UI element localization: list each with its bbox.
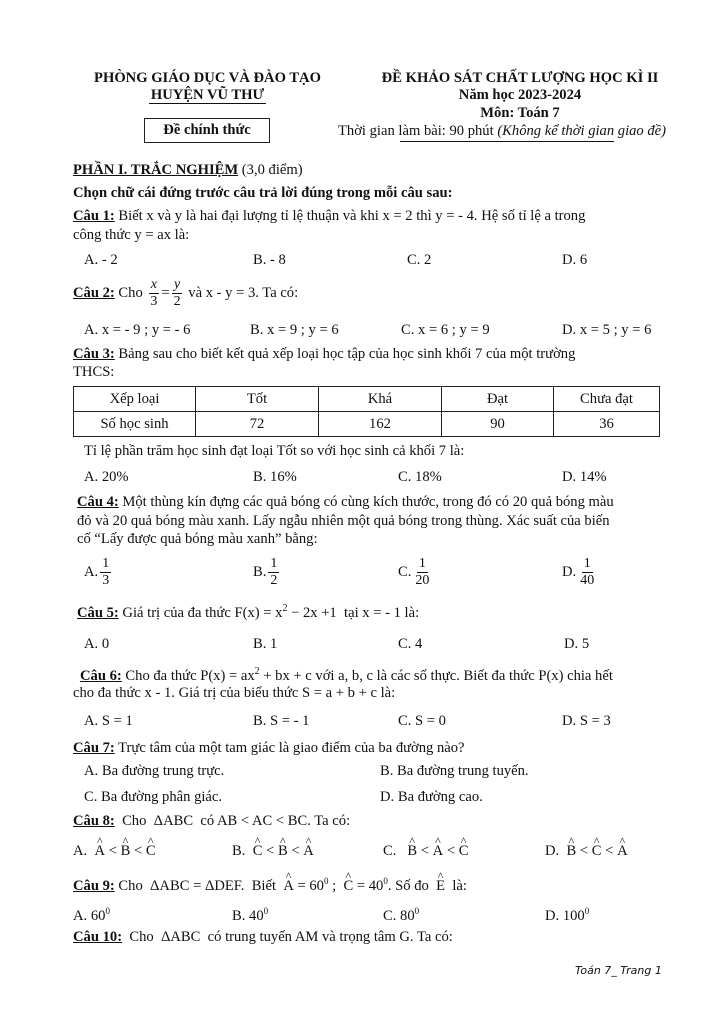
angle-hat: ^ E [436,878,445,895]
q10-line [73,929,453,946]
angle-hat: ^ A [95,843,106,860]
q4-b-den: 2 [270,573,278,588]
q1-option-c: C. 2 [407,252,432,268]
table-row [74,387,660,412]
instruction: Chọn chữ cái đứng trước câu trả lời đúng trong mỗi câu sau: [73,185,453,201]
q6-option-a: A. S = 1 [84,713,133,729]
results-table [73,386,660,437]
degree-mark: 0 [263,906,269,916]
school-year: Năm học 2023-2024 [458,87,582,103]
q9-option-d [545,906,589,925]
q9-option-b [232,906,268,925]
q8-label: Câu 8: [73,813,115,829]
q5-option-a: A. 0 [84,636,110,652]
q7-text: Trực tâm của một tam giác là giao điểm của ba đường nào? [114,740,465,756]
q4-option-d-letter: D. [562,564,577,580]
q3-line1 [73,346,575,363]
subject: Môn: Toán 7 [480,105,560,121]
q7-line [73,740,465,757]
q4-line2: đỏ và 20 quả bóng màu xanh. Lấy ngẫu nhiên một quả bóng trong thùng. Xác suất của biến [77,513,610,529]
q7-option-b: B. Ba đường trung tuyến. [380,763,529,779]
q1-option-b: B. - 8 [253,252,286,268]
q4-option-c-letter: C. [398,564,412,580]
q9-a-text: A. 60 [73,907,106,924]
q4-option-b-letter: B. [253,564,267,580]
q2-frac1-den: 3 [150,294,158,309]
q8-line [73,813,350,830]
q5-polynomial-rest: − 2x +1 [287,604,337,621]
q3-line2: THCS: [73,364,115,380]
q9-b-text: B. 40 [232,907,264,924]
q9-line [73,876,467,895]
q1-line2: công thức y = ax là: [73,227,190,243]
q8-text: Cho ΔABC có AB < AC < BC. Ta có: [114,813,351,829]
q3-question: Tỉ lệ phần trăm học sinh đạt loại Tốt so với học sinh cả khối 7 là: [84,443,465,459]
angle-hat: ^ C [592,843,602,860]
q6-exponent: 2 [254,666,260,677]
q4-option-b-fraction [268,556,279,589]
q8-option-b [232,843,314,860]
q5-option-d: D. 5 [564,636,590,652]
q5-option-b: B. 1 [253,636,278,652]
q5-line [77,603,419,622]
q8-b-op1: < [266,843,275,859]
angle-hat: ^ C [343,878,353,895]
q2-frac2-num: y [174,277,181,292]
section-title [73,162,303,179]
page-footer: Toán 7_ Trang 1 [575,964,662,977]
q2-option-d: D. x = 5 ; y = 6 [562,322,652,338]
angle-hat: ^ A [617,843,628,860]
q7-option-d: D. Ba đường cao. [380,789,483,805]
q6-line1 [80,666,613,685]
angle-hat: ^ A [283,878,294,895]
q2-equals: = [161,285,170,301]
table-cell: 72 [196,412,319,437]
q8-option-a [73,843,156,860]
q2-line [73,277,298,310]
table-header-cell: Chưa đạt [554,387,660,412]
section-title-text: PHẦN I. TRẮC NGHIỆM [73,162,239,178]
q1-option-d: D. 6 [562,252,588,268]
q6-label: Câu 6: [80,667,122,684]
q9-post: . Số đo [387,877,437,894]
q4-text: Một thùng kín đựng các quả bóng có cùng kích thước, trong đó có 20 quả bóng màu [118,494,614,510]
q3-label: Câu 3: [73,346,115,362]
q8-c-op2: < [446,843,456,859]
q9-val2: = 40 [353,877,384,894]
q8-c-op1: < [420,843,429,859]
q7-option-c: C. Ba đường phân giác. [84,789,223,805]
q9-pre: Cho ΔABC = ΔDEF. Biết [114,877,284,894]
angle-hat: ^ C [459,843,469,860]
q2-fraction-x [148,277,159,310]
q9-c-text: C. 80 [383,907,415,924]
q8-option-c [383,843,468,860]
q1-line1 [73,208,585,225]
table-cell: 162 [319,412,442,437]
q4-option-d-fraction [578,556,596,589]
q8-d-op2: < [605,843,614,859]
section-points: (3,0 điểm) [238,162,303,178]
q4-a-den: 3 [102,573,110,588]
q6-option-c: C. S = 0 [398,713,446,729]
degree-mark: 0 [383,876,388,886]
q4-option-c-fraction [413,556,431,589]
q4-d-num: 1 [583,556,591,571]
q8-d-letter: D. [545,843,560,859]
table-header-cell: Xếp loại [74,387,196,412]
angle-hat: ^ A [303,843,314,860]
q8-option-d [545,843,628,860]
q4-option-a-fraction [100,556,111,589]
q9-option-c [383,906,419,925]
q2-frac2-den: 2 [173,294,181,309]
time-limit-text: Thời gian làm bài: 90 phút [338,123,498,139]
q7-option-a: A. Ba đường trung trực. [84,763,225,779]
q1-label: Câu 1: [73,208,115,224]
degree-mark: 0 [414,906,420,916]
q1-text: Biết x và y là hai đại lượng tỉ lệ thuận và khi x = 2 thì y = - 4. Hệ số tỉ lệ a trong [114,208,586,224]
q2-post: và x - y = 3. Ta có: [184,285,299,301]
q5-option-c: C. 4 [398,636,423,652]
district-name-text: HUYỆN VŨ THƯ [150,87,265,103]
q2-option-b: B. x = 9 ; y = 6 [250,322,339,338]
degree-mark: 0 [323,876,329,886]
q2-option-c: C. x = 6 ; y = 9 [401,322,490,338]
q6-line2: cho đa thức x - 1. Giá trị của biểu thức S = a + b + c là: [73,685,396,701]
table-cell: 36 [554,412,660,437]
table-header-cell: Khá [319,387,442,412]
q1-option-a: A. - 2 [84,252,118,268]
table-row [74,412,660,437]
q4-option-a [84,556,113,589]
q4-b-num: 1 [270,556,278,571]
q3-option-b: B. 16% [253,469,297,485]
q4-line1 [77,494,614,511]
q6-option-d: D. S = 3 [562,713,611,729]
q9-d-text: D. 100 [545,907,585,924]
q8-a-op1: < [108,843,117,859]
q8-d-op1: < [579,843,589,859]
q7-label: Câu 7: [73,740,115,756]
q2-label: Câu 2: [73,285,115,301]
q5-post: tại x = - 1 là: [336,604,420,621]
q3-text: Bảng sau cho biết kết quả xếp loại học tập của học sinh khối 7 của một trường [114,346,576,362]
q3-option-d: D. 14% [562,469,607,485]
angle-hat: ^ C [253,843,263,860]
table-cell: 90 [442,412,554,437]
exam-title: ĐỀ KHẢO SÁT CHẤT LƯỢNG HỌC KÌ II [381,70,659,86]
q5-exponent: 2 [282,603,288,614]
angle-hat: ^ B [121,843,131,860]
table-header-cell: Tốt [196,387,319,412]
degree-mark: 0 [584,906,590,916]
q4-option-a-letter: A. [84,564,99,580]
q2-fraction-y [172,277,183,310]
department-name: PHÒNG GIÁO DỤC VÀ ĐÀO TẠO [94,70,321,86]
q4-d-den: 40 [580,573,595,588]
q9-label: Câu 9: [73,877,115,894]
q6-text-a: Cho đa thức P(x) = ax [121,667,255,684]
q4-c-den: 20 [415,573,430,588]
q6-text-b: + bx + c với a, b, c là các số thực. Biết đa thức P(x) chia hết [259,667,613,684]
q6-option-b: B. S = - 1 [253,713,310,729]
header-divider [400,141,614,142]
q4-option-d [562,556,598,589]
table-header-cell: Đạt [442,387,554,412]
q2-pre: Cho [114,285,147,301]
q8-b-op2: < [291,843,300,859]
angle-hat: ^ B [567,843,577,860]
q8-c-letter: C. [383,843,397,859]
q5-pre: Giá trị của đa thức [118,604,235,621]
q9-val1: = 60 [293,877,324,894]
q3-option-c: C. 18% [398,469,442,485]
time-limit [338,123,666,140]
district-name [60,87,355,104]
q4-label: Câu 4: [77,494,119,510]
q5-polynomial: F(x) = x [234,604,283,621]
q4-c-num: 1 [418,556,426,571]
q4-a-num: 1 [102,556,110,571]
q4-line3: cố “Lấy được quả bóng màu xanh” bằng: [77,531,318,547]
degree-mark: 0 [105,906,110,916]
q10-label: Câu 10: [73,929,123,945]
table-cell: Số học sinh [74,412,196,437]
q3-option-a: A. 20% [84,469,129,485]
q2-option-a: A. x = - 9 ; y = - 6 [84,322,191,338]
q8-a-letter: A. [73,843,88,859]
q10-text: Cho ΔABC có trung tuyến AM và trọng tâm G. Ta có: [122,929,453,945]
time-limit-note: (Không kể thời gian giao đề) [497,123,667,139]
q4-option-b [253,556,281,589]
angle-hat: ^ B [407,843,417,860]
q4-option-c [398,556,433,589]
q9-option-a [73,906,110,925]
angle-hat: ^ B [278,843,288,860]
angle-hat: ^ C [146,843,156,860]
angle-hat: ^ A [433,843,444,860]
q9-sep: ; [328,877,344,894]
q9-post2: là: [445,877,467,894]
q2-frac1-num: x [150,277,157,292]
official-exam-box: Đề chính thức [144,118,270,143]
q8-a-op2: < [133,843,143,859]
q8-b-letter: B. [232,843,246,859]
q5-label: Câu 5: [77,604,119,621]
